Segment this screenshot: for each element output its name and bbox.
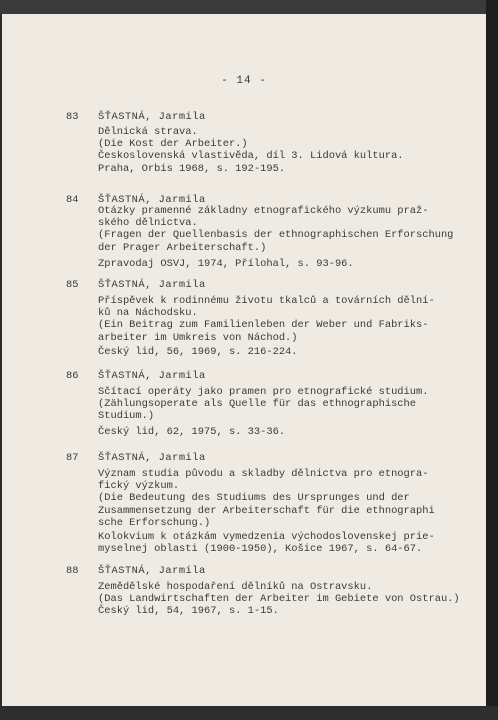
entry-german-title: (Ein Beitrag zum Familienleben der Weber und Fabriks- bbox=[98, 319, 429, 332]
entry-title: Příspěvek k rodinnému životu tkalců a továrních dělní- bbox=[98, 295, 435, 307]
entry-author: ŠŤASTNÁ, Jarmila bbox=[98, 370, 206, 382]
entry-title: Dělnická strava. bbox=[98, 126, 198, 138]
entry-german-title: Studium.) bbox=[98, 410, 155, 423]
entry-author: ŠŤASTNÁ, Jarmila bbox=[98, 279, 206, 291]
entry-number: 85 bbox=[66, 279, 79, 291]
entry-body bbox=[98, 581, 468, 618]
entry-source: myselnej oblasti (1900-1950), Košice 1967, s. 64-67. bbox=[98, 543, 423, 556]
entry-body bbox=[98, 295, 468, 358]
entry-body bbox=[98, 468, 468, 555]
entry-source: Český lid, 54, 1967, s. 1-15. bbox=[98, 605, 279, 618]
entry-german-title: sche Erforschung.) bbox=[98, 516, 211, 529]
entry-german-title: (Fragen der Quellenbasis der ethnographischen Erforschung bbox=[98, 229, 454, 242]
entry-author: ŠŤASTNÁ, Jarmila bbox=[98, 565, 206, 577]
document-page bbox=[2, 14, 486, 706]
entry-german-title: (Zählungsoperate als Quelle für das ethnographische bbox=[98, 398, 417, 411]
entry-author: ŠŤASTNÁ, Jarmila bbox=[98, 194, 206, 206]
entry-title: ků na Náchodsku. bbox=[98, 307, 198, 320]
entry-title: fický výzkum. bbox=[98, 480, 180, 493]
scan-bottom-edge bbox=[0, 706, 498, 720]
entry-number: 88 bbox=[66, 565, 79, 577]
entry-author: ŠŤASTNÁ, Jarmila bbox=[98, 111, 206, 123]
entry-body bbox=[98, 126, 468, 175]
entry-german-title: der Prager Arbeiterschaft.) bbox=[98, 241, 267, 254]
entry-number: 87 bbox=[66, 452, 79, 464]
entry-title: Sčítací operáty jako pramen pro etnografické studium. bbox=[98, 386, 429, 398]
entry-title: Otázky pramenné základny etnografického výzkumu praž- bbox=[98, 205, 429, 217]
entry-title: Zemědělské hospodaření dělníků na Ostravsku. bbox=[98, 581, 373, 593]
entry-title: ského dělnictva. bbox=[98, 217, 198, 230]
entry-source: Zpravodaj OSVJ, 1974, Přílohal, s. 93-96. bbox=[98, 257, 354, 270]
entry-source: Kolokvium k otázkám vymedzenia východoslovenskej prie- bbox=[98, 531, 435, 544]
entry-german-title: (Die Kost der Arbeiter.) bbox=[98, 138, 248, 151]
entry-source: Praha, Orbis 1968, s. 192-195. bbox=[98, 162, 286, 175]
scan-top-edge bbox=[0, 0, 498, 14]
entry-source: Český lid, 56, 1969, s. 216-224. bbox=[98, 345, 298, 358]
entry-number: 84 bbox=[66, 194, 79, 206]
entry-german-title: Zusammensetzung der Arbeiterschaft für die ethnographi bbox=[98, 504, 435, 517]
entry-source: Československá vlastivěda, díl 3. Lidová kultura. bbox=[98, 150, 404, 163]
entry-german-title: (Die Bedeutung des Studiums des Ursprunges und der bbox=[98, 492, 410, 505]
entry-body bbox=[98, 386, 468, 438]
scan-right-edge bbox=[486, 0, 498, 720]
entry-number: 86 bbox=[66, 370, 79, 382]
entry-source: Český lid, 62, 1975, s. 33-36. bbox=[98, 425, 286, 438]
page-number: - 14 - bbox=[221, 75, 267, 87]
entry-number: 83 bbox=[66, 111, 79, 123]
entry-body bbox=[98, 205, 468, 270]
entry-title: Význam studia původu a skladby dělnictva pro etnogra- bbox=[98, 468, 429, 480]
entry-german-title: arbeiter im Umkreis von Náchod.) bbox=[98, 331, 298, 344]
entry-german-title: (Das Landwirtschaften der Arbeiter im Gebiete von Ostrau.) bbox=[98, 593, 460, 606]
entry-author: ŠŤASTNÁ, Jarmila bbox=[98, 452, 206, 464]
